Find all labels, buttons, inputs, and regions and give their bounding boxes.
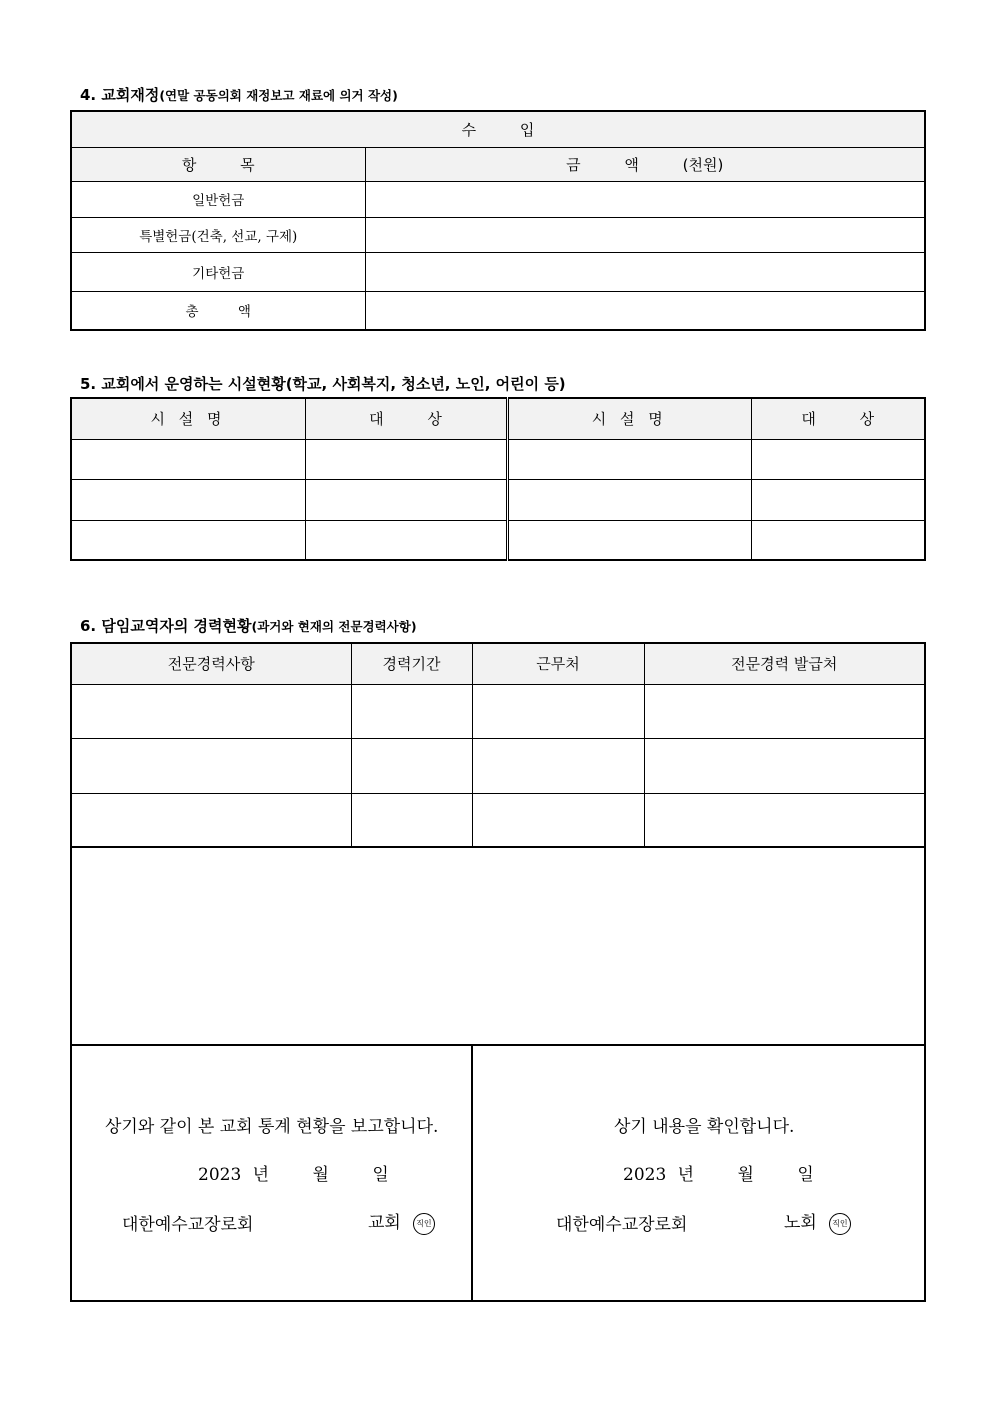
report-statement: 상기와 같이 본 교회 통계 현황을 보고합니다. <box>105 1117 439 1137</box>
section6-heading <box>80 615 417 636</box>
career-col-header: 전문경력 발급처 <box>644 643 925 684</box>
year-unit: 년 <box>677 1165 695 1185</box>
career-cell[interactable] <box>644 684 925 738</box>
section5-heading <box>80 373 566 394</box>
section5-number: 5. <box>80 375 97 393</box>
facility-cell[interactable] <box>751 479 925 520</box>
finance-amount-cell[interactable] <box>365 252 925 291</box>
facility-name-header: 시 설 명 <box>71 398 305 439</box>
finance-row-label: 일반헌금 <box>71 181 365 217</box>
facility-cell[interactable] <box>305 439 507 479</box>
facility-cell[interactable] <box>507 479 751 520</box>
finance-row-label: 기타헌금 <box>71 252 365 291</box>
report-org: 대한예수교장로회 <box>122 1215 254 1235</box>
career-cell[interactable] <box>351 738 472 793</box>
section4-number: 4. <box>80 86 97 104</box>
month-unit: 월 <box>312 1165 329 1185</box>
confirm-date <box>623 1160 814 1185</box>
career-cell[interactable] <box>351 684 472 738</box>
report-date <box>198 1160 389 1185</box>
facility-cell[interactable] <box>751 439 925 479</box>
career-table <box>70 642 926 1302</box>
career-cell[interactable] <box>71 793 351 847</box>
facility-cell[interactable] <box>71 479 305 520</box>
section5-title: 교회에서 운영하는 시설현황(학교, 사회복지, 청소년, 노인, 어린이 등) <box>101 375 566 393</box>
section6-title: 담임교역자의 경력현황 <box>101 617 252 635</box>
career-cell[interactable] <box>71 738 351 793</box>
facility-cell[interactable] <box>507 520 751 560</box>
day-unit: 일 <box>372 1165 389 1185</box>
finance-table <box>70 110 926 331</box>
facility-cell[interactable] <box>507 439 751 479</box>
confirm-year: 2023 <box>623 1165 667 1185</box>
finance-amount-cell[interactable] <box>365 217 925 252</box>
career-cell[interactable] <box>472 684 644 738</box>
confirm-presbytery-sign <box>784 1208 851 1235</box>
report-year: 2023 <box>198 1165 242 1185</box>
month-unit: 월 <box>737 1165 754 1185</box>
section6-subtitle: (과거와 현재의 전문경력사항) <box>251 619 417 634</box>
career-cell[interactable] <box>472 738 644 793</box>
career-cell[interactable] <box>644 738 925 793</box>
amount-col-header: 금 액 (천원) <box>365 147 925 181</box>
career-cell[interactable] <box>472 793 644 847</box>
career-cell[interactable] <box>351 793 472 847</box>
career-notes-area[interactable] <box>71 847 925 1045</box>
seal-icon: 직인 <box>829 1213 851 1235</box>
career-cell[interactable] <box>71 684 351 738</box>
year-unit: 년 <box>252 1165 270 1185</box>
church-label: 교회 <box>368 1213 401 1233</box>
report-church-sign <box>368 1208 435 1235</box>
presbytery-label: 노회 <box>784 1213 817 1233</box>
section4-subtitle: (연말 공동의회 재정보고 재료에 의거 작성) <box>159 88 398 103</box>
facility-cell[interactable] <box>305 520 507 560</box>
career-col-header: 근무처 <box>472 643 644 684</box>
day-unit: 일 <box>797 1165 814 1185</box>
finance-row-label: 특별헌금(건축, 선교, 구제) <box>71 217 365 252</box>
seal-icon: 직인 <box>413 1213 435 1235</box>
section4-title: 교회재정 <box>101 86 160 104</box>
facility-target-header: 대 상 <box>751 398 925 439</box>
facility-name-header: 시 설 명 <box>507 398 751 439</box>
finance-amount-cell[interactable] <box>365 181 925 217</box>
career-col-header: 경력기간 <box>351 643 472 684</box>
confirm-org: 대한예수교장로회 <box>556 1215 688 1235</box>
section4-heading <box>80 84 398 105</box>
item-col-header: 항 목 <box>71 147 365 181</box>
facility-cell[interactable] <box>305 479 507 520</box>
facility-cell[interactable] <box>71 520 305 560</box>
facility-target-header: 대 상 <box>305 398 507 439</box>
section6-number: 6. <box>80 617 97 635</box>
career-col-header: 전문경력사항 <box>71 643 351 684</box>
finance-total-cell[interactable] <box>365 291 925 330</box>
career-cell[interactable] <box>644 793 925 847</box>
income-header: 수 입 <box>71 111 925 147</box>
facility-cell[interactable] <box>71 439 305 479</box>
finance-total-label: 총 액 <box>71 291 365 330</box>
confirm-statement: 상기 내용을 확인합니다. <box>614 1117 795 1137</box>
facility-cell[interactable] <box>751 520 925 560</box>
facility-table <box>70 397 926 561</box>
